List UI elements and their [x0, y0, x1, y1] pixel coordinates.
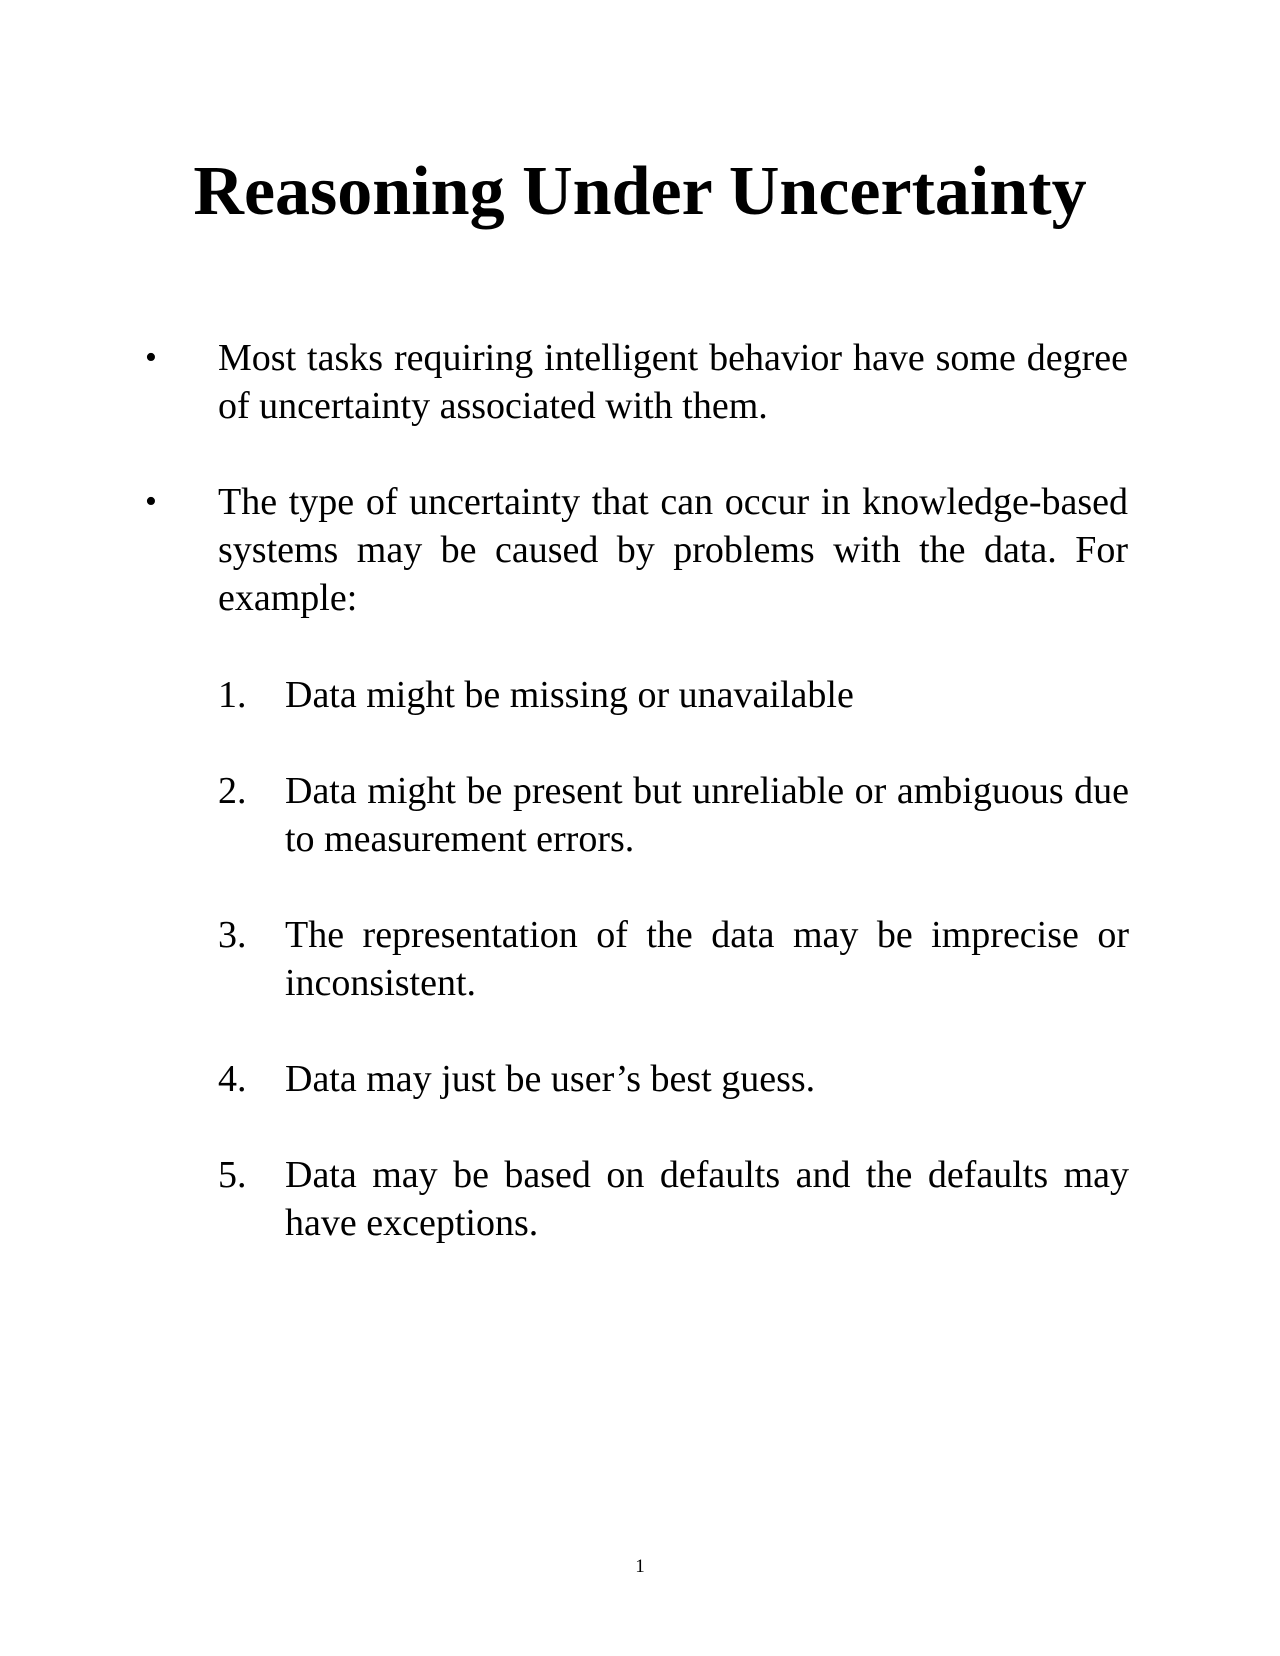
numbered-item: [218, 911, 1130, 1007]
page-number: 1: [635, 1556, 645, 1577]
item-text: Data may just be user’s best guess.: [285, 1058, 816, 1100]
item-number: 2.: [218, 770, 247, 812]
numbered-item: [218, 767, 1130, 863]
item-number: 3.: [218, 914, 247, 956]
bullet-item: [145, 334, 1130, 430]
item-text: Data might be missing or unavailable: [285, 674, 854, 716]
bullet-marker: •: [145, 483, 157, 520]
numbered-item: [218, 1055, 1130, 1103]
bullet-item: [145, 478, 1130, 622]
bullet-marker: •: [145, 339, 157, 376]
item-number: 5.: [218, 1154, 247, 1196]
item-number: 4.: [218, 1058, 247, 1100]
item-text: Data might be present but unreliable or ambiguous due to measurement errors.: [285, 770, 1129, 860]
item-number: 1.: [218, 674, 247, 716]
page-title: Reasoning Under Uncertainty: [193, 153, 1087, 230]
numbered-item: [218, 1151, 1130, 1247]
bullet-text: The type of uncertainty that can occur in knowledge-based systems may be caused by problems with the data. For example:: [218, 481, 1128, 619]
item-text: The representation of the data may be imprecise or inconsistent.: [285, 914, 1129, 1004]
item-text: Data may be based on defaults and the defaults may have exceptions.: [285, 1154, 1129, 1244]
bullet-text: Most tasks requiring intelligent behavior have some degree of uncertainty associated with them.: [218, 337, 1128, 427]
numbered-item: [218, 671, 1130, 719]
